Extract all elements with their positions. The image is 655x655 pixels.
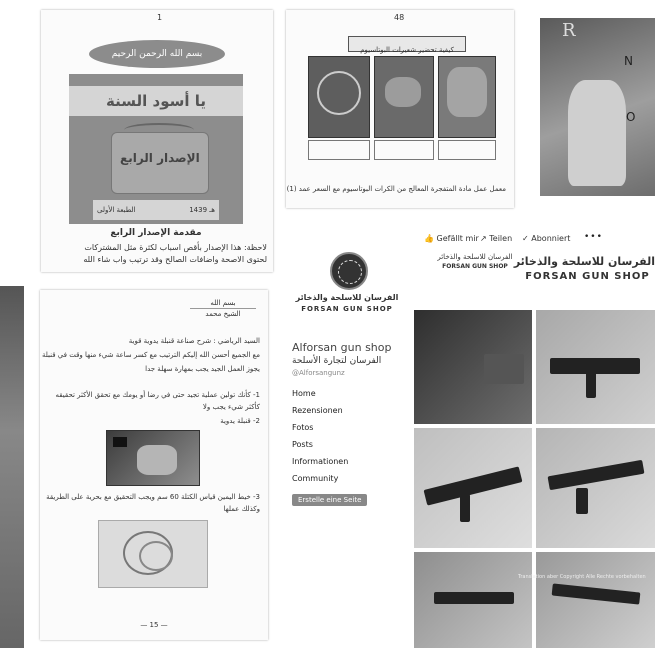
hand-shape <box>568 80 626 186</box>
diagram-label-row <box>308 140 494 158</box>
step-2: 2- قنبلة يدوية <box>220 417 260 425</box>
more-options-icon[interactable]: ••• <box>584 232 603 242</box>
like-action[interactable]: 👍 Gefällt mir <box>424 234 479 243</box>
share-action[interactable]: ↗ Teilen <box>480 234 513 243</box>
profile-name: Alforsan gun shop <box>292 341 392 354</box>
small-brand-latin: FORSAN GUN SHOP <box>442 263 508 270</box>
grid-photo-1[interactable] <box>414 310 532 424</box>
follow-action[interactable]: ✓ Abonniert <box>522 234 571 243</box>
photo-letter-3: O <box>626 110 636 124</box>
grid-photo-6[interactable] <box>536 552 655 648</box>
step-3-photo-string <box>98 520 208 588</box>
diagram-photo-left <box>308 56 370 138</box>
photo-letter-1: R <box>562 20 576 41</box>
cover-title: يا أسود السنة <box>106 92 206 110</box>
document-page-instructions <box>40 290 268 640</box>
page-number: 1 <box>157 13 163 22</box>
document-page-diagram <box>286 10 514 208</box>
cover-image <box>69 74 243 224</box>
photo-letter-2: N <box>624 54 633 68</box>
photo-watermark: Translation aber Copyright Alle Rechte vorbehalten <box>518 574 646 580</box>
share-icon: ↗ <box>480 234 487 243</box>
caption-left: الطبعة الأولى <box>97 206 136 214</box>
doc-header-box <box>190 298 256 322</box>
menu-info[interactable]: Informationen <box>292 457 349 466</box>
grid-photo-3[interactable] <box>414 428 532 548</box>
doc-line-2: يجوز العمل الجيد يجب بمهارة سهلة جدا <box>145 365 260 373</box>
diagram-photo-middle <box>374 56 434 138</box>
panel-title: كيفية تحضير شعيرات البوتاسيوم <box>360 46 454 54</box>
doc-footer-page: — 15 — <box>140 621 168 629</box>
photo-grid <box>414 310 655 648</box>
cover-caption-band <box>93 200 219 220</box>
caption-right: 1439 هـ <box>189 206 215 214</box>
logo-brand-latin: FORSAN GUN SHOP <box>301 305 393 313</box>
intro-line-2: لحتوى الاصحة واضافات الصالح وقد ترتيب واب شاء الله <box>83 255 267 264</box>
photo-hand-closeup <box>540 18 655 196</box>
box-illustration <box>111 132 209 194</box>
panel-title-box <box>348 36 466 52</box>
grid-photo-2[interactable] <box>536 310 655 424</box>
diagram-photo-right <box>438 56 496 138</box>
shop-cover-banner <box>513 254 655 294</box>
step-2-photo <box>106 430 200 486</box>
thumbs-up-icon: 👍 <box>424 234 434 243</box>
menu-home[interactable]: Home <box>292 389 316 398</box>
cover-title-band <box>69 86 243 116</box>
document-page-book-cover <box>41 10 273 272</box>
profile-handle: @Alforsangunz <box>292 369 345 377</box>
page-number: 48 <box>394 13 405 22</box>
menu-community[interactable]: Community <box>292 474 339 483</box>
diagram-caption: معمل عمل مادة المتفجرة المعالج من الكرات البوتاسيوم مع السعر عمد (1) <box>286 185 506 193</box>
intro-line-1: لاحظة: هذا الإصدار بأقص اسباب لكثرة مثل المشتركات <box>84 243 267 252</box>
step-1b: كأكثر شيء يجب ولا <box>202 403 260 411</box>
logo-brand-arabic: الفرسان للاسلحة والذخائر <box>295 293 399 302</box>
create-page-button[interactable]: Erstelle eine Seite <box>292 494 367 506</box>
menu-reviews[interactable]: Rezensionen <box>292 406 343 415</box>
menu-posts[interactable]: Posts <box>292 440 313 449</box>
profile-panel <box>292 340 408 540</box>
box-title: الإصدار الرابع <box>120 151 200 165</box>
doc-line-1: مع الجميع أحسن الله إليكم الترتيب مع كسر ساعة شيء منها وقت في قنبلة <box>41 351 260 359</box>
intro-heading: مقدمة الإصدار الرابع <box>110 228 202 238</box>
doc-intro: السيد الرياضي : شرح صناعة قنبلة يدوية قوية <box>128 337 260 345</box>
grid-photo-4[interactable] <box>536 428 655 548</box>
header-line-2: الشيخ محمد <box>190 308 256 319</box>
cover-brand-latin: FORSAN GUN SHOP <box>525 271 650 282</box>
profile-menu <box>292 385 408 487</box>
bismillah-text: بسم الله الرحمن الرحيم <box>111 49 203 59</box>
shop-logo-small <box>436 252 514 274</box>
bismillah-banner <box>89 40 225 68</box>
check-icon: ✓ <box>522 234 529 243</box>
step-3b: وكذلك عملها <box>223 505 260 513</box>
header-line-1: بسم الله <box>210 299 236 307</box>
forsan-logo-emblem <box>330 252 368 290</box>
profile-tagline: الفرسان لتجارة الأسلحة <box>292 356 382 366</box>
small-brand-arabic: الفرسان للاسلحة والذخائر <box>437 253 513 261</box>
cover-brand-arabic: الفرسان للاسلحة والذخائر <box>513 255 655 268</box>
step-3: 3- خيط اليمين قياس الكتلة 60 سم ويجب التحقيق مع بحرية على الطريقة <box>46 493 260 501</box>
left-edge-photo-strip <box>0 286 24 648</box>
shop-page-actions <box>424 232 654 246</box>
menu-photos[interactable]: Fotos <box>292 423 314 432</box>
grid-photo-5[interactable] <box>414 552 532 648</box>
step-1: 1- كأنك تولين عملية تجيد حتى في رضا أو يومك مع تحقق الأكثر تحقيقه <box>55 391 260 399</box>
